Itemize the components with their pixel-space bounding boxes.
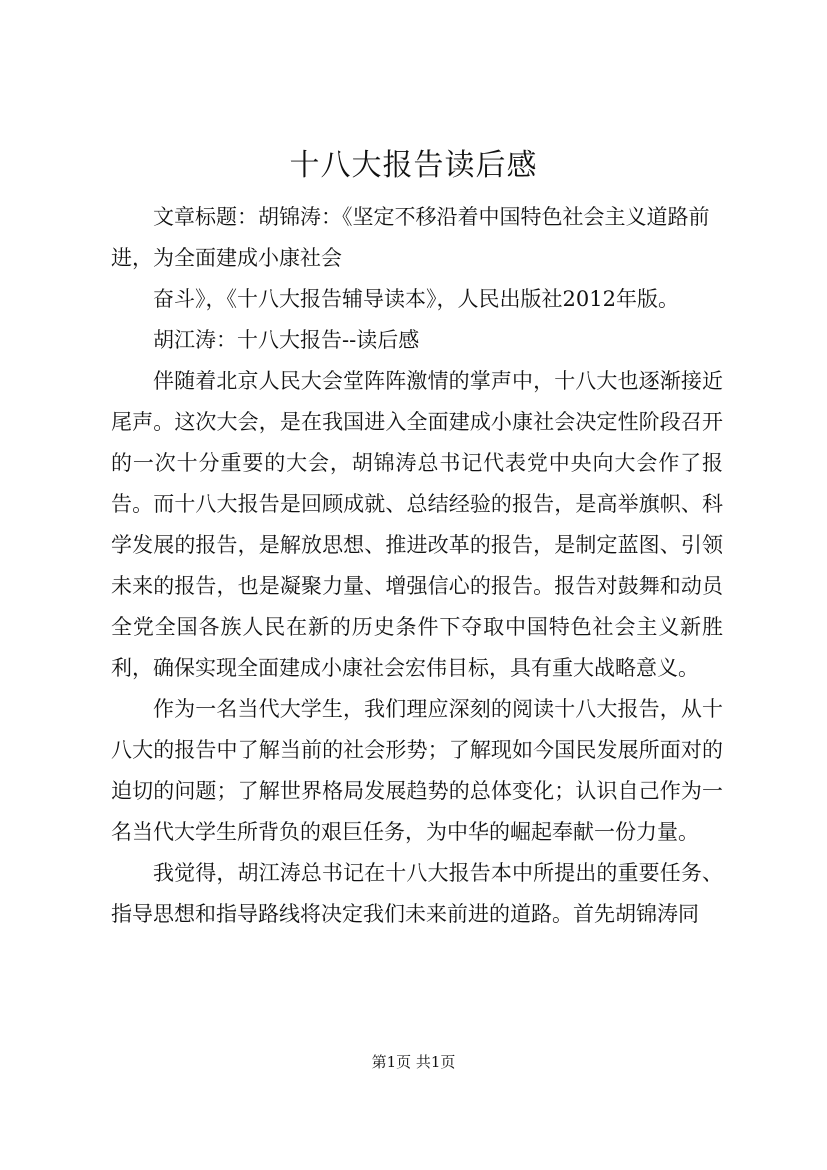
paragraph-article-title: 文章标题：胡锦涛：《坚定不移沿着中国特色社会主义道路前进，为全面建成小康社会 [111, 205, 710, 270]
paragraph-intro: 伴随着北京人民大会堂阵阵激情的掌声中，十八大也逐渐接近尾声。这次大会，是在我国进入全面建成小康社会决定性阶段召开的一次十分重要的大会，胡锦涛总书记代表党中央向大会作了报告。而十八大报告是回顾成就、总结经验的报告，是高举旗帜、科学发展的报告，是解放思想、推进改革的报告，是制定蓝图、引领未来的报告，也是凝聚力量、增强信心的报告。报告对鼓舞和动员全党全国各族人民在新的历史条件下夺取中国特色社会主义新胜利，确保实现全面建成小康社会宏伟目标，具有重大战略意义。 [111, 369, 723, 680]
paragraph-student: 作为一名当代大学生，我们理应深刻的阅读十八大报告，从十八大的报告中了解当前的社会形势；了解现如今国民发展所面对的迫切的问题；了解世界格局发展趋势的总体变化；认识自己作为一名当代大学生所背负的艰巨任务，为中华的崛起奉献一份力量。 [111, 697, 723, 844]
page-footer: 第1页 共1页 [371, 1053, 456, 1071]
paragraph-author-line: 胡江涛：十八大报告--读后感 [153, 328, 420, 352]
document-title: 十八大报告读后感 [289, 148, 538, 183]
document-body [111, 197, 723, 935]
paragraph-source: 奋斗》，《十八大报告辅导读本》，人民出版社2012年版。 [153, 287, 679, 311]
paragraph-opinion: 我觉得，胡江涛总书记在十八大报告本中所提出的重要任务、指导思想和指导路线将决定我们未来前进的道路。首先胡锦涛同 [111, 861, 723, 926]
